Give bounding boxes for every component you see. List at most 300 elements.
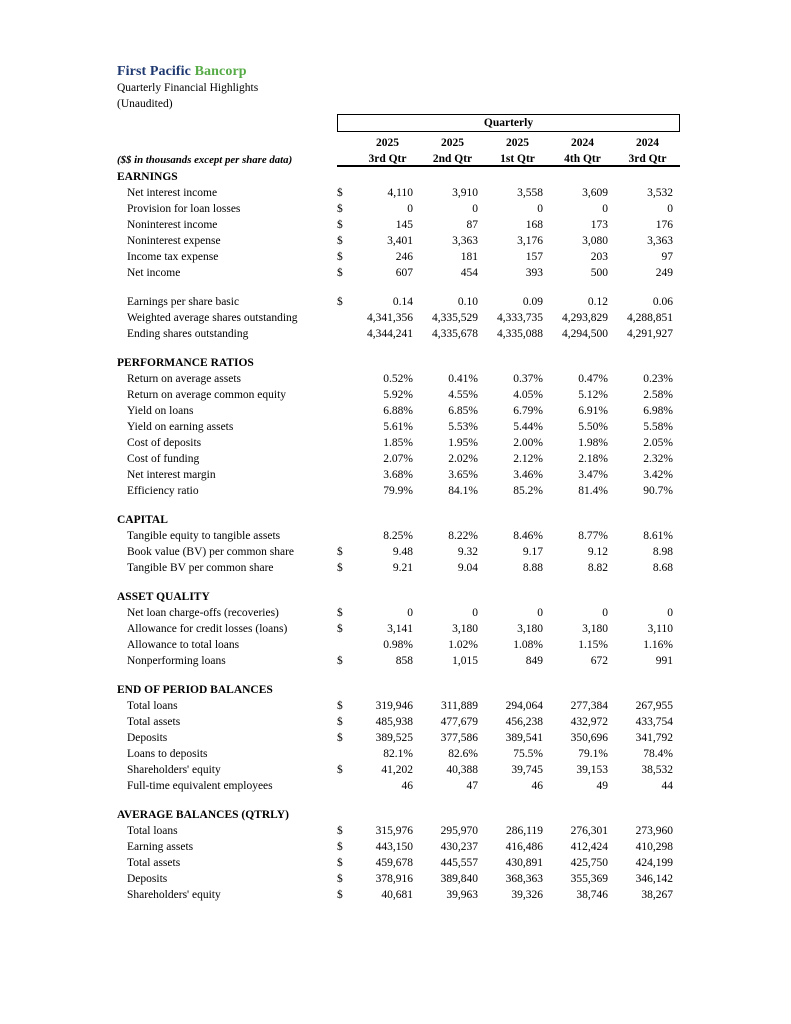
year-header-row (117, 134, 680, 149)
value-cell: 0 (602, 607, 608, 619)
value-cell: 2.12% (513, 453, 543, 465)
value-cell: 0.14 (392, 296, 413, 308)
value-cell: 4,288,851 (627, 312, 673, 324)
value-cell: 4,335,088 (497, 328, 543, 340)
value-cell: 173 (590, 219, 608, 231)
spacer-row (117, 340, 680, 353)
dollar-sign (337, 481, 355, 497)
table-row (117, 696, 680, 712)
value-cell: 40,388 (446, 764, 478, 776)
value-cell: 0 (667, 203, 673, 215)
value-cell: 311,889 (441, 700, 478, 712)
unaudited-note: (Unaudited) (117, 98, 173, 110)
dollar-sign (337, 401, 355, 417)
value-cell: 3,080 (582, 235, 608, 247)
value-cell: 39,153 (576, 764, 608, 776)
dollar-sign: $ (337, 219, 343, 231)
empty-cell (117, 114, 337, 134)
value-cell: 4,293,829 (562, 312, 608, 324)
dollar-sign (337, 417, 355, 433)
value-cell: 3.42% (643, 469, 673, 481)
row-label: Nonperforming loans (127, 655, 226, 667)
value-cell: 0 (407, 203, 413, 215)
column-year: 2025 (441, 137, 464, 149)
row-label: Shareholders' equity (127, 764, 221, 776)
row-label: Income tax expense (127, 251, 219, 263)
value-cell: 0.37% (513, 373, 543, 385)
company-name (117, 63, 258, 80)
value-cell: 176 (655, 219, 673, 231)
section-title: ASSET QUALITY (117, 591, 210, 603)
row-label: Noninterest expense (127, 235, 221, 247)
value-cell: 3,363 (647, 235, 673, 247)
value-cell: 39,745 (511, 764, 543, 776)
row-label: Total assets (127, 716, 181, 728)
table-row (117, 603, 680, 619)
dollar-sign (337, 433, 355, 449)
row-label: Weighted average shares outstanding (127, 312, 298, 324)
value-cell: 315,976 (375, 825, 413, 837)
spacer-row (117, 497, 680, 510)
value-cell: 0.47% (578, 373, 608, 385)
table-row (117, 465, 680, 481)
company-name-part1: First Pacific (117, 64, 191, 79)
value-cell: 3,609 (582, 187, 608, 199)
value-cell: 477,679 (440, 716, 478, 728)
value-cell: 6.98% (643, 405, 673, 417)
value-cell: 3,180 (582, 623, 608, 635)
value-cell: 378,916 (375, 873, 413, 885)
table-row (117, 215, 680, 231)
row-label: Provision for loan losses (127, 203, 241, 215)
row-label: Return on average common equity (127, 389, 287, 401)
table-row (117, 292, 680, 308)
value-cell: 276,301 (570, 825, 608, 837)
value-cell: 157 (525, 251, 543, 263)
table-row (117, 199, 680, 215)
table-row (117, 821, 680, 837)
dollar-sign: $ (337, 732, 343, 744)
value-cell: 4,335,529 (432, 312, 478, 324)
value-cell: 39,963 (446, 889, 478, 901)
value-cell: 9.32 (457, 546, 478, 558)
column-quarter: 3rd Qtr (355, 149, 420, 166)
row-label: Net loan charge-offs (recoveries) (127, 607, 279, 619)
value-cell: 4,333,735 (497, 312, 543, 324)
dollar-sign: $ (337, 764, 343, 776)
value-cell: 87 (466, 219, 478, 231)
table-row (117, 385, 680, 401)
dollar-sign: $ (337, 296, 343, 308)
table-row (117, 558, 680, 574)
value-cell: 1.15% (578, 639, 608, 651)
value-cell: 4,335,678 (432, 328, 478, 340)
value-cell: 9.21 (392, 562, 413, 574)
value-cell: 82.1% (383, 748, 413, 760)
section-title: CAPITAL (117, 514, 168, 526)
row-label: Total loans (127, 700, 178, 712)
table-row (117, 369, 680, 385)
value-cell: 46 (531, 780, 543, 792)
dollar-sign (337, 369, 355, 385)
value-cell: 672 (590, 655, 608, 667)
spacer-row (117, 792, 680, 805)
group-header-label: Quarterly (337, 114, 680, 132)
value-cell: 1.02% (448, 639, 478, 651)
value-cell: 0.09 (522, 296, 543, 308)
row-label: Allowance for credit losses (loans) (127, 623, 288, 635)
value-cell: 8.25% (383, 530, 413, 542)
row-label: Allowance to total loans (127, 639, 240, 651)
value-cell: 0 (602, 203, 608, 215)
value-cell: 3,110 (647, 623, 673, 635)
value-cell: 412,424 (570, 841, 608, 853)
dollar-sign: $ (337, 203, 343, 215)
value-cell: 295,970 (440, 825, 478, 837)
value-cell: 3.68% (383, 469, 413, 481)
value-cell: 341,792 (635, 732, 673, 744)
value-cell: 97 (661, 251, 673, 263)
dollar-sign: $ (337, 251, 343, 263)
dollar-sign (337, 526, 355, 542)
table-row (117, 401, 680, 417)
value-cell: 1.85% (383, 437, 413, 449)
column-year: 2025 (376, 137, 399, 149)
row-label: Loans to deposits (127, 748, 208, 760)
financial-table-body (117, 166, 680, 901)
value-cell: 3.65% (448, 469, 478, 481)
row-label: Total assets (127, 857, 181, 869)
value-cell: 459,678 (375, 857, 413, 869)
value-cell: 145 (395, 219, 413, 231)
section-header-row (117, 680, 680, 696)
value-cell: 3,363 (452, 235, 478, 247)
value-cell: 6.85% (448, 405, 478, 417)
table-row (117, 308, 680, 324)
group-header-cell (337, 114, 680, 134)
value-cell: 40,681 (381, 889, 413, 901)
value-cell: 3,910 (452, 187, 478, 199)
value-cell: 3,532 (647, 187, 673, 199)
value-cell: 249 (655, 267, 673, 279)
section-header-row (117, 805, 680, 821)
empty-cell (117, 792, 680, 805)
value-cell: 246 (395, 251, 413, 263)
value-cell: 90.7% (643, 485, 673, 497)
value-cell: 286,119 (506, 825, 543, 837)
value-cell: 0 (537, 607, 543, 619)
row-label: Earning assets (127, 841, 194, 853)
value-cell: 8.88 (522, 562, 543, 574)
table-row (117, 433, 680, 449)
row-label: Deposits (127, 732, 168, 744)
value-cell: 49 (596, 780, 608, 792)
value-cell: 82.6% (448, 748, 478, 760)
empty-cell (117, 340, 680, 353)
group-header-row (117, 114, 680, 134)
dollar-sign: $ (337, 841, 343, 853)
table-row (117, 481, 680, 497)
report-title: Quarterly Financial Highlights (117, 82, 259, 94)
value-cell: 8.46% (513, 530, 543, 542)
value-cell: 181 (460, 251, 478, 263)
value-cell: 485,938 (375, 716, 413, 728)
row-label: Tangible BV per common share (127, 562, 274, 574)
dollar-sign: $ (337, 825, 343, 837)
row-label: Net interest margin (127, 469, 216, 481)
value-cell: 79.1% (578, 748, 608, 760)
table-row (117, 869, 680, 885)
document-header (117, 63, 258, 112)
value-cell: 8.77% (578, 530, 608, 542)
value-cell: 4,110 (387, 187, 413, 199)
table-row (117, 853, 680, 869)
table-row (117, 760, 680, 776)
value-cell: 3,558 (517, 187, 543, 199)
dollar-sign: $ (337, 873, 343, 885)
dollar-sign: $ (337, 546, 343, 558)
section-header-row (117, 353, 680, 369)
value-cell: 8.82 (587, 562, 608, 574)
empty-cell (337, 149, 355, 166)
section-header-row (117, 166, 680, 183)
value-cell: 1.08% (513, 639, 543, 651)
value-cell: 267,955 (635, 700, 673, 712)
value-cell: 0 (667, 607, 673, 619)
value-cell: 0 (407, 607, 413, 619)
table-row (117, 324, 680, 340)
spacer-row (117, 574, 680, 587)
value-cell: 350,696 (570, 732, 608, 744)
value-cell: 355,369 (570, 873, 608, 885)
value-cell: 0.52% (383, 373, 413, 385)
value-cell: 607 (395, 267, 413, 279)
dollar-sign (337, 776, 355, 792)
value-cell: 454 (460, 267, 478, 279)
spacer-row (117, 279, 680, 292)
value-cell: 3,176 (517, 235, 543, 247)
value-cell: 168 (525, 219, 543, 231)
table-row (117, 776, 680, 792)
dollar-sign: $ (337, 889, 343, 901)
financial-table (117, 114, 680, 901)
value-cell: 0.12 (587, 296, 608, 308)
value-cell: 430,891 (505, 857, 543, 869)
dollar-sign: $ (337, 235, 343, 247)
value-cell: 0 (537, 203, 543, 215)
value-cell: 5.50% (578, 421, 608, 433)
value-cell: 81.4% (578, 485, 608, 497)
table-row (117, 712, 680, 728)
value-cell: 319,946 (375, 700, 413, 712)
section-title: PERFORMANCE RATIOS (117, 357, 254, 369)
table-row (117, 231, 680, 247)
value-cell: 3,180 (517, 623, 543, 635)
value-cell: 2.58% (643, 389, 673, 401)
value-cell: 294,064 (505, 700, 543, 712)
row-label: Yield on earning assets (127, 421, 234, 433)
company-name-part2: Bancorp (194, 64, 247, 79)
value-cell: 85.2% (513, 485, 543, 497)
table-row (117, 183, 680, 199)
value-cell: 9.48 (392, 546, 413, 558)
value-cell: 38,532 (641, 764, 673, 776)
value-cell: 9.12 (587, 546, 608, 558)
value-cell: 991 (655, 655, 673, 667)
value-cell: 445,557 (440, 857, 478, 869)
table-row (117, 885, 680, 901)
value-cell: 393 (525, 267, 543, 279)
value-cell: 0 (472, 203, 478, 215)
value-cell: 41,202 (381, 764, 413, 776)
dollar-sign: $ (337, 607, 343, 619)
empty-cell (117, 497, 680, 510)
value-cell: 4,294,500 (562, 328, 608, 340)
value-cell: 2.07% (383, 453, 413, 465)
value-cell: 0.41% (448, 373, 478, 385)
table-row (117, 263, 680, 279)
value-cell: 433,754 (635, 716, 673, 728)
value-cell: 5.53% (448, 421, 478, 433)
value-cell: 425,750 (570, 857, 608, 869)
table-row (117, 619, 680, 635)
value-cell: 4.05% (513, 389, 543, 401)
table-row (117, 417, 680, 433)
row-label: Shareholders' equity (127, 889, 221, 901)
value-cell: 8.22% (448, 530, 478, 542)
value-cell: 416,486 (505, 841, 543, 853)
value-cell: 1.95% (448, 437, 478, 449)
value-cell: 84.1% (448, 485, 478, 497)
section-header-row (117, 587, 680, 603)
value-cell: 2.05% (643, 437, 673, 449)
table-row (117, 728, 680, 744)
value-cell: 0.23% (643, 373, 673, 385)
value-cell: 1.98% (578, 437, 608, 449)
spacer-row (117, 667, 680, 680)
value-cell: 3,141 (387, 623, 413, 635)
table-row (117, 837, 680, 853)
value-cell: 410,298 (635, 841, 673, 853)
row-label: Return on average assets (127, 373, 242, 385)
value-cell: 75.5% (513, 748, 543, 760)
value-cell: 2.32% (643, 453, 673, 465)
value-cell: 273,960 (635, 825, 673, 837)
value-cell: 0.98% (383, 639, 413, 651)
value-cell: 4,344,241 (367, 328, 413, 340)
value-cell: 44 (661, 780, 673, 792)
section-title: EARNINGS (117, 171, 178, 183)
dollar-sign: $ (337, 700, 343, 712)
value-cell: 5.12% (578, 389, 608, 401)
dollar-sign: $ (337, 267, 343, 279)
section-header-row (117, 510, 680, 526)
row-label: Efficiency ratio (127, 485, 199, 497)
dollar-sign (337, 308, 355, 324)
value-cell: 424,199 (635, 857, 673, 869)
column-year: 2025 (506, 137, 529, 149)
value-cell: 2.18% (578, 453, 608, 465)
value-cell: 3.47% (578, 469, 608, 481)
value-cell: 368,363 (505, 873, 543, 885)
value-cell: 4,291,927 (627, 328, 673, 340)
empty-cell (117, 667, 680, 680)
value-cell: 389,840 (440, 873, 478, 885)
dollar-sign (337, 465, 355, 481)
row-label: Noninterest income (127, 219, 218, 231)
dollar-sign (337, 744, 355, 760)
value-cell: 6.79% (513, 405, 543, 417)
section-title: AVERAGE BALANCES (QTRLY) (117, 809, 289, 821)
column-quarter: 3rd Qtr (615, 149, 680, 166)
dollar-sign (337, 635, 355, 651)
value-cell: 2.02% (448, 453, 478, 465)
units-note: ($$ in thousands except per share data) (117, 154, 293, 166)
dollar-sign (337, 449, 355, 465)
empty-cell (117, 134, 337, 149)
value-cell: 5.92% (383, 389, 413, 401)
value-cell: 3,401 (387, 235, 413, 247)
empty-cell (117, 574, 680, 587)
row-label: Book value (BV) per common share (127, 546, 295, 558)
dollar-sign (337, 385, 355, 401)
empty-cell (337, 134, 355, 149)
row-label: Deposits (127, 873, 168, 885)
row-label: Full-time equivalent employees (127, 780, 273, 792)
value-cell: 500 (590, 267, 608, 279)
value-cell: 5.58% (643, 421, 673, 433)
row-label: Cost of deposits (127, 437, 202, 449)
row-label: Cost of funding (127, 453, 200, 465)
table-row (117, 449, 680, 465)
value-cell: 430,237 (440, 841, 478, 853)
row-label: Net income (127, 267, 181, 279)
dollar-sign: $ (337, 655, 343, 667)
empty-cell (117, 279, 680, 292)
table-row (117, 247, 680, 263)
value-cell: 0.06 (652, 296, 673, 308)
section-title: END OF PERIOD BALANCES (117, 684, 273, 696)
value-cell: 3.46% (513, 469, 543, 481)
value-cell: 6.88% (383, 405, 413, 417)
value-cell: 78.4% (643, 748, 673, 760)
quarter-header-row (117, 149, 680, 166)
value-cell: 4,341,356 (367, 312, 413, 324)
value-cell: 203 (590, 251, 608, 263)
value-cell: 1.16% (643, 639, 673, 651)
dollar-sign: $ (337, 562, 343, 574)
value-cell: 46 (401, 780, 413, 792)
value-cell: 1,015 (452, 655, 478, 667)
dollar-sign: $ (337, 716, 343, 728)
value-cell: 4.55% (448, 389, 478, 401)
column-year: 2024 (571, 137, 594, 149)
table-row (117, 635, 680, 651)
value-cell: 456,238 (505, 716, 543, 728)
value-cell: 443,150 (375, 841, 413, 853)
value-cell: 2.00% (513, 437, 543, 449)
value-cell: 3,180 (452, 623, 478, 635)
value-cell: 9.17 (522, 546, 543, 558)
value-cell: 79.9% (383, 485, 413, 497)
value-cell: 8.98 (652, 546, 673, 558)
column-quarter: 2nd Qtr (420, 149, 485, 166)
value-cell: 858 (395, 655, 413, 667)
column-quarter: 4th Qtr (550, 149, 615, 166)
value-cell: 377,586 (440, 732, 478, 744)
row-label: Yield on loans (127, 405, 194, 417)
table-row (117, 651, 680, 667)
